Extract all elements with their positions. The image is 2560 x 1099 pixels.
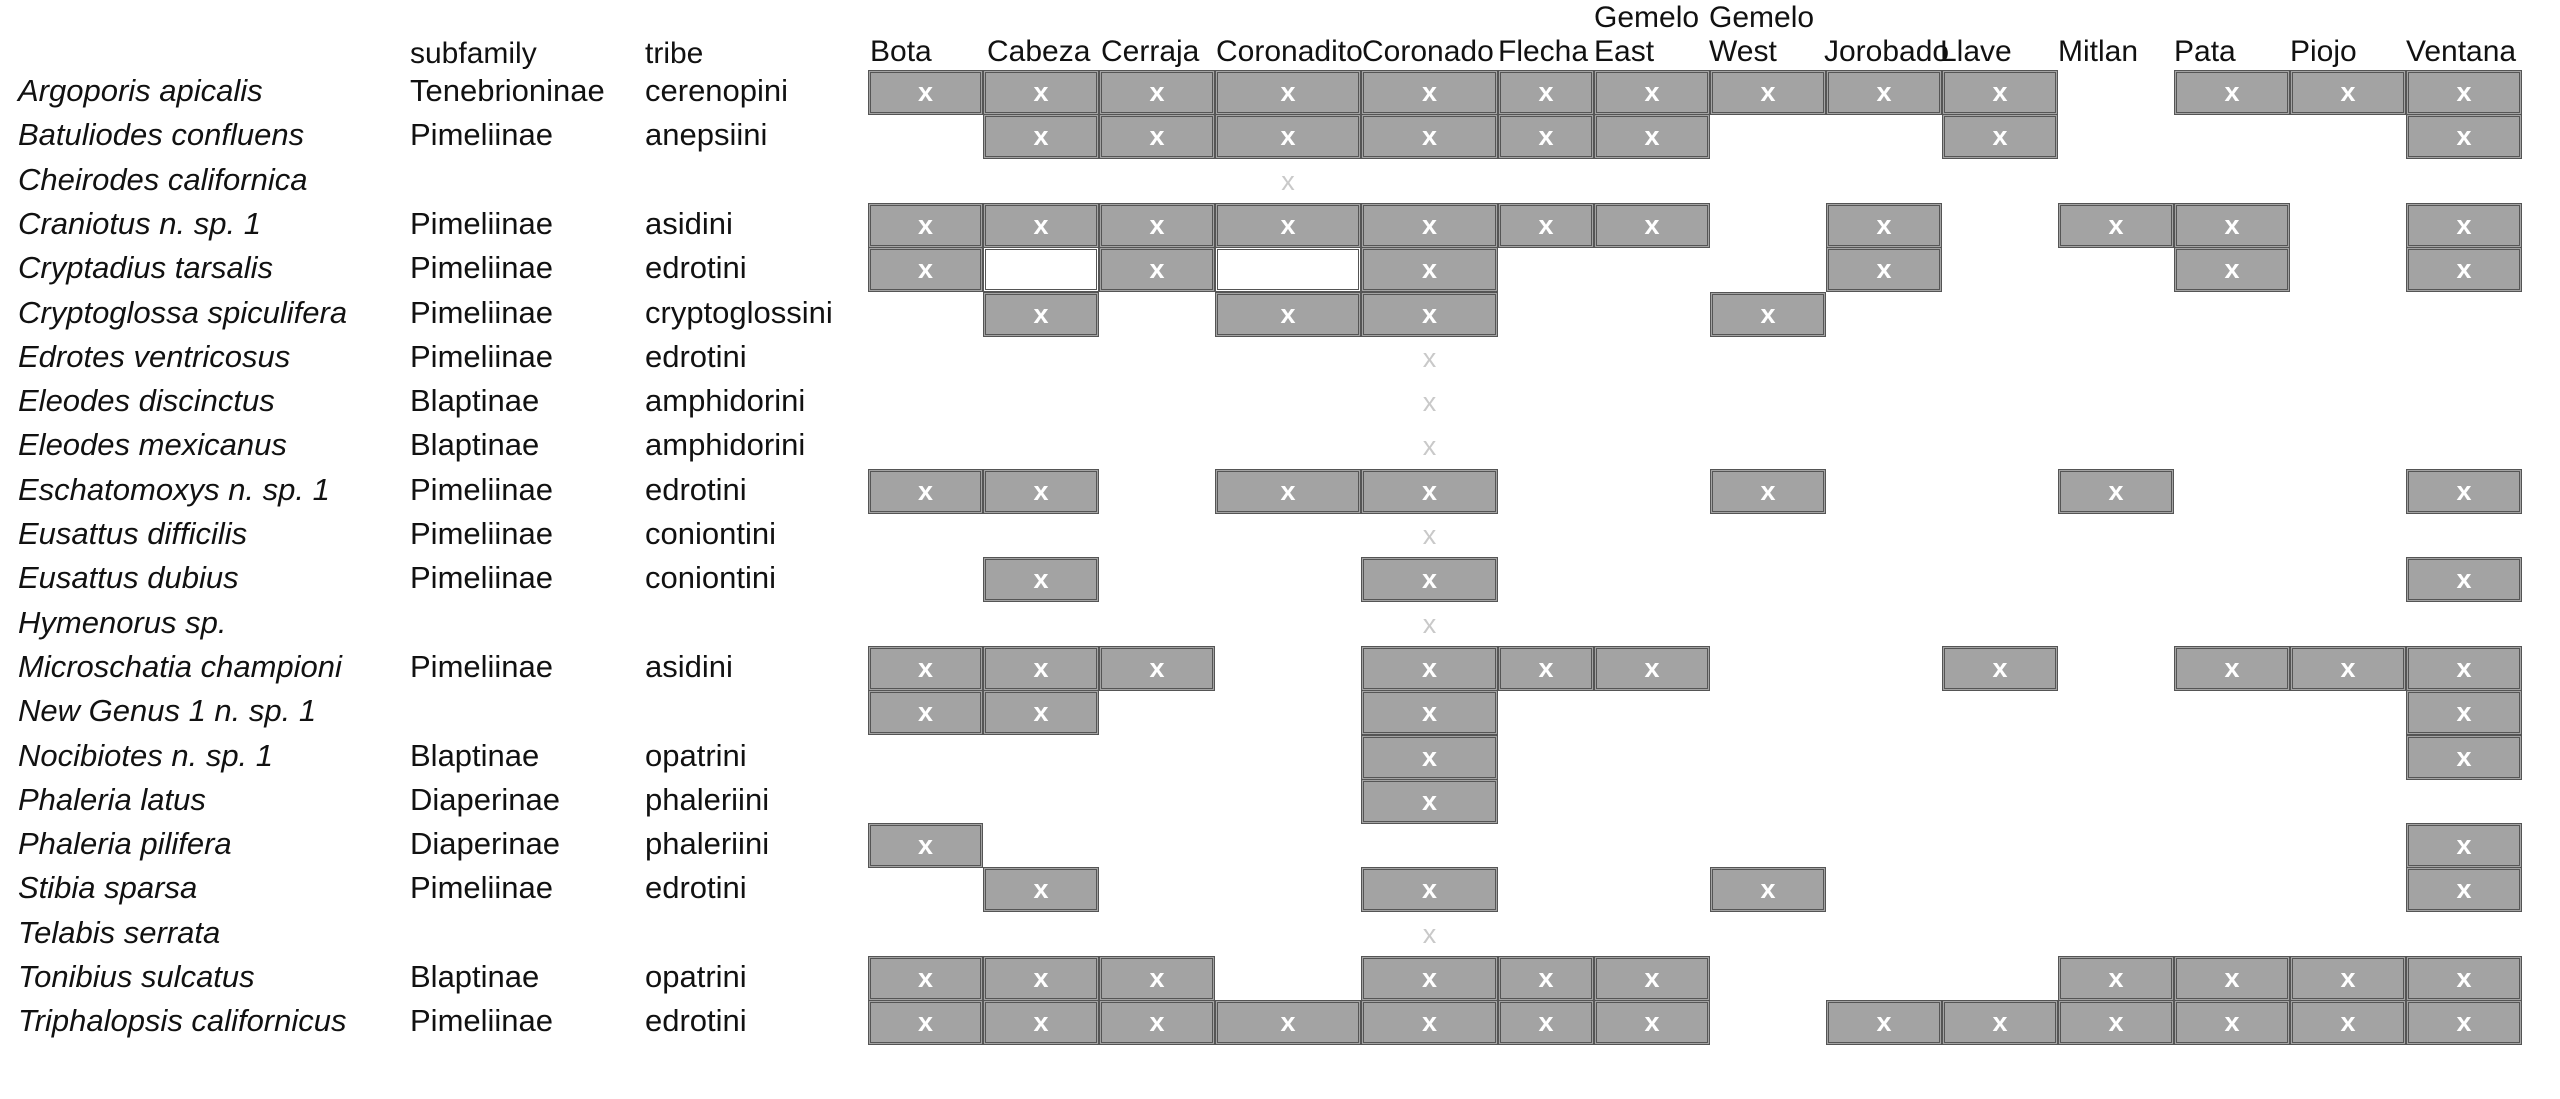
presence-mark: x <box>1644 77 1660 107</box>
presence-cell <box>1594 1000 1710 1045</box>
presence-mark: x <box>2456 254 2472 285</box>
locality-header: West <box>1709 35 1777 68</box>
presence-mark: x <box>1421 785 1438 816</box>
subfamily-cell: Pimeliinae <box>410 560 554 596</box>
presence-mark: x <box>2456 475 2472 506</box>
presence-mark: x <box>1644 1007 1660 1038</box>
tribe-cell: anepsiini <box>645 117 768 153</box>
presence-cell <box>1942 70 2058 115</box>
presence-cell <box>1498 956 1594 1001</box>
presence-cell <box>868 690 983 735</box>
species-name: Hymenorus sp. <box>18 604 227 640</box>
locality-header: Pata <box>2174 35 2236 68</box>
locality-header: Jorobado <box>1824 35 1950 68</box>
presence-mark: x <box>1992 77 2008 107</box>
species-name: Cheirodes californica <box>18 161 308 197</box>
tribe-cell: phaleriini <box>645 826 770 862</box>
species-name: Triphalopsis californicus <box>18 1003 347 1039</box>
presence-mark: x <box>2108 1007 2124 1038</box>
presence-mark: x <box>2224 652 2240 683</box>
presence-mark: x <box>917 652 934 683</box>
presence-mark: x <box>1644 963 1660 993</box>
presence-cell <box>868 203 983 248</box>
presence-mark: x <box>1149 254 1165 285</box>
presence-mark: x <box>1149 209 1165 240</box>
presence-cell <box>868 70 983 115</box>
species-name: Eschatomoxys n. sp. 1 <box>18 471 330 507</box>
presence-mark: x <box>2456 830 2472 861</box>
subfamily-cell: Pimeliinae <box>410 205 554 241</box>
faint-mark: x <box>1422 387 1437 418</box>
presence-mark: x <box>2340 963 2356 993</box>
presence-cell <box>868 469 983 514</box>
subfamily-cell: Pimeliinae <box>410 648 554 684</box>
presence-cell <box>1361 247 1498 292</box>
tribe-cell: cerenopini <box>645 73 789 108</box>
presence-mark: x <box>1033 77 1049 107</box>
species-name: New Genus 1 n. sp. 1 <box>18 693 317 729</box>
presence-mark: x <box>2456 564 2472 595</box>
tribe-cell: amphidorini <box>645 427 806 463</box>
presence-cell <box>1215 114 1361 159</box>
presence-mark: x <box>1033 963 1049 993</box>
presence-cell <box>1215 1000 1361 1045</box>
faint-mark-cell <box>1215 159 1361 204</box>
presence-mark: x <box>1644 209 1660 240</box>
presence-mark: x <box>2224 254 2240 285</box>
presence-cell <box>1594 203 1710 248</box>
presence-mark: x <box>1876 209 1892 240</box>
subfamily-cell: Pimeliinae <box>410 1003 554 1039</box>
presence-cell <box>983 203 1099 248</box>
presence-cell <box>868 823 983 868</box>
presence-cell <box>1942 646 2058 691</box>
presence-cell <box>1361 114 1498 159</box>
presence-cell <box>1215 469 1361 514</box>
presence-mark: x <box>1538 209 1554 240</box>
tribe-cell: opatrini <box>645 959 747 994</box>
locality-header: Mitlan <box>2058 35 2139 68</box>
presence-cell <box>1099 1000 1215 1045</box>
locality-header: Coronado <box>1362 35 1494 68</box>
presence-cell <box>868 247 983 292</box>
presence-mark: x <box>1033 298 1049 329</box>
presence-cell <box>1594 956 1710 1001</box>
presence-cell <box>983 867 1099 912</box>
locality-header: Flecha <box>1498 35 1589 68</box>
presence-mark: x <box>1876 1007 1892 1038</box>
presence-mark: x <box>1538 121 1554 152</box>
presence-cell <box>1361 956 1498 1001</box>
presence-mark: x <box>2456 963 2472 993</box>
presence-mark: x <box>2224 209 2240 240</box>
subfamily-cell: Pimeliinae <box>410 338 554 374</box>
presence-mark: x <box>1149 652 1165 683</box>
presence-cell <box>2406 867 2522 912</box>
tribe-cell: edrotini <box>645 471 747 507</box>
species-name: Eleodes discinctus <box>18 383 275 419</box>
presence-mark: x <box>1876 77 1892 107</box>
presence-cell <box>1361 70 1498 115</box>
empty-outlined-cell <box>1215 247 1361 292</box>
subfamily-cell: Pimeliinae <box>410 516 554 551</box>
subfamily-cell: Diaperinae <box>410 826 560 862</box>
presence-mark: x <box>917 697 934 728</box>
presence-cell <box>868 1000 983 1045</box>
presence-cell <box>1710 867 1826 912</box>
presence-cell <box>2406 735 2522 780</box>
presence-cell <box>2290 956 2406 1001</box>
presence-mark: x <box>1538 963 1554 993</box>
presence-mark: x <box>1421 874 1438 905</box>
presence-cell <box>1215 70 1361 115</box>
presence-cell <box>1215 203 1361 248</box>
tribe-cell: amphidorini <box>645 383 806 419</box>
presence-mark: x <box>1760 475 1776 506</box>
tribe-cell: edrotini <box>645 870 747 906</box>
species-name: Nocibiotes n. sp. 1 <box>18 737 274 773</box>
presence-mark: x <box>2456 1007 2472 1038</box>
tribe-cell: coniontini <box>645 560 776 596</box>
presence-cell <box>1594 114 1710 159</box>
species-name: Craniotus n. sp. 1 <box>18 205 261 241</box>
presence-cell <box>2406 469 2522 514</box>
presence-mark: x <box>2108 963 2124 993</box>
presence-mark: x <box>1760 874 1776 905</box>
presence-cell <box>2406 247 2522 292</box>
presence-cell <box>2174 203 2290 248</box>
presence-cell <box>983 292 1099 337</box>
locality-header: Cerraja <box>1101 35 1200 68</box>
faint-mark: x <box>1422 918 1437 949</box>
subfamily-cell: Pimeliinae <box>410 870 554 906</box>
presence-cell <box>2174 1000 2290 1045</box>
presence-mark: x <box>1280 121 1296 152</box>
subfamily-cell: Pimeliinae <box>410 294 554 330</box>
presence-cell <box>983 114 1099 159</box>
presence-cell <box>1361 557 1498 602</box>
presence-mark: x <box>1033 564 1049 595</box>
presence-mark: x <box>1876 254 1892 285</box>
species-name: Argoporis apicalis <box>18 73 263 108</box>
presence-mark: x <box>1033 652 1049 683</box>
subfamily-cell: Blaptinae <box>410 383 540 419</box>
presence-cell <box>2406 70 2522 115</box>
presence-mark: x <box>917 475 934 506</box>
presence-mark: x <box>1033 475 1049 506</box>
presence-mark: x <box>2456 697 2472 728</box>
presence-cell <box>1361 867 1498 912</box>
presence-mark: x <box>2456 209 2472 240</box>
presence-mark: x <box>1421 209 1438 240</box>
faint-mark: x <box>1422 520 1437 550</box>
tribe-cell: edrotini <box>645 250 747 286</box>
subfamily-cell: Diaperinae <box>410 781 560 817</box>
presence-mark: x <box>1280 475 1296 506</box>
presence-cell <box>1361 469 1498 514</box>
faint-mark-cell <box>1361 513 1498 558</box>
presence-cell <box>1942 1000 2058 1045</box>
presence-mark: x <box>917 1007 934 1038</box>
presence-cell <box>983 690 1099 735</box>
presence-cell <box>1099 70 1215 115</box>
presence-cell <box>1942 114 2058 159</box>
presence-mark: x <box>1644 121 1660 152</box>
presence-mark: x <box>1992 1007 2008 1038</box>
presence-mark: x <box>2456 77 2472 107</box>
presence-mark: x <box>1149 1007 1165 1038</box>
presence-mark: x <box>1421 77 1438 107</box>
presence-mark: x <box>1033 1007 1049 1038</box>
presence-cell <box>2406 203 2522 248</box>
presence-cell <box>1361 203 1498 248</box>
presence-mark: x <box>1538 652 1554 683</box>
presence-cell <box>1594 646 1710 691</box>
presence-mark: x <box>2456 874 2472 905</box>
presence-mark: x <box>1421 741 1438 772</box>
presence-cell <box>1215 292 1361 337</box>
presence-mark: x <box>2340 77 2356 107</box>
faint-mark-cell <box>1361 380 1498 425</box>
presence-mark: x <box>1421 475 1438 506</box>
presence-mark: x <box>2456 741 2472 772</box>
tribe-cell: edrotini <box>645 1003 747 1039</box>
presence-cell <box>1361 292 1498 337</box>
presence-cell <box>983 1000 1099 1045</box>
faint-mark: x <box>1281 165 1295 196</box>
presence-cell <box>983 469 1099 514</box>
presence-mark: x <box>1644 652 1660 683</box>
species-name: Stibia sparsa <box>18 870 198 906</box>
presence-cell <box>2058 956 2174 1001</box>
presence-cell <box>2290 1000 2406 1045</box>
tribe-header: tribe <box>645 37 704 70</box>
presence-cell <box>2406 956 2522 1001</box>
presence-cell <box>1710 469 1826 514</box>
presence-cell <box>2406 1000 2522 1045</box>
locality-header: Cabeza <box>987 35 1091 68</box>
locality-header: Bota <box>870 35 932 68</box>
species-name: Telabis serrata <box>18 914 221 950</box>
presence-mark: x <box>2224 1007 2240 1038</box>
presence-cell <box>1099 956 1215 1001</box>
presence-mark: x <box>2108 209 2124 240</box>
subfamily-cell: Pimeliinae <box>410 117 554 153</box>
faint-mark-cell <box>1361 912 1498 957</box>
presence-cell <box>1361 735 1498 780</box>
presence-mark: x <box>1421 564 1438 595</box>
subfamily-cell: Blaptinae <box>410 959 540 994</box>
presence-cell <box>1361 779 1498 824</box>
subfamily-cell: Pimeliinae <box>410 250 554 286</box>
presence-cell <box>2174 247 2290 292</box>
faint-mark: x <box>1422 608 1437 639</box>
presence-mark: x <box>1421 121 1438 152</box>
subfamily-cell: Blaptinae <box>410 427 540 463</box>
species-name: Eusattus difficilis <box>18 516 248 551</box>
presence-mark: x <box>2224 77 2240 107</box>
species-name: Edrotes ventricosus <box>18 338 291 374</box>
locality-header-top: Gemelo <box>1594 1 1700 34</box>
presence-cell <box>1099 203 1215 248</box>
presence-cell <box>1498 1000 1594 1045</box>
tribe-cell: phaleriini <box>645 781 770 817</box>
presence-mark: x <box>2224 963 2240 993</box>
presence-cell <box>2174 956 2290 1001</box>
presence-mark: x <box>2340 1007 2356 1038</box>
presence-mark: x <box>917 830 934 861</box>
species-name: Batuliodes confluens <box>18 117 305 153</box>
presence-cell <box>2290 646 2406 691</box>
locality-header: Coronadito <box>1216 35 1363 68</box>
subfamily-cell: Blaptinae <box>410 737 540 773</box>
presence-mark: x <box>1421 697 1438 728</box>
faint-mark-cell <box>1361 336 1498 381</box>
presence-mark: x <box>1760 77 1776 107</box>
presence-mark: x <box>917 963 934 993</box>
subfamily-cell: Tenebrioninae <box>410 73 605 108</box>
presence-cell <box>1498 203 1594 248</box>
species-name: Tonibius sulcatus <box>18 959 255 994</box>
faint-mark: x <box>1422 342 1437 373</box>
subfamily-header: subfamily <box>410 37 537 70</box>
presence-mark: x <box>1421 963 1438 993</box>
presence-mark: x <box>1033 697 1049 728</box>
presence-mark: x <box>1033 121 1049 152</box>
presence-cell <box>1498 70 1594 115</box>
presence-cell <box>983 646 1099 691</box>
species-name: Eleodes mexicanus <box>18 427 287 463</box>
presence-cell <box>868 646 983 691</box>
tribe-cell: opatrini <box>645 737 747 773</box>
subfamily-cell: Pimeliinae <box>410 471 554 507</box>
presence-mark: x <box>2108 475 2124 506</box>
tribe-cell: cryptoglossini <box>645 294 833 330</box>
presence-cell <box>1826 247 1942 292</box>
species-name: Phaleria latus <box>18 781 206 817</box>
presence-cell <box>1498 646 1594 691</box>
presence-mark: x <box>1538 1007 1554 1038</box>
presence-cell <box>1710 292 1826 337</box>
presence-cell <box>1594 70 1710 115</box>
empty-outlined-cell <box>983 247 1099 292</box>
presence-mark: x <box>1280 1007 1296 1038</box>
tribe-cell: asidini <box>645 205 733 241</box>
presence-cell <box>1826 1000 1942 1045</box>
locality-header: East <box>1594 35 1655 68</box>
presence-mark: x <box>2456 121 2472 152</box>
presence-cell <box>2406 646 2522 691</box>
presence-cell <box>1710 70 1826 115</box>
locality-header: Ventana <box>2406 35 2517 68</box>
presence-mark: x <box>1421 1007 1438 1038</box>
presence-mark: x <box>1149 121 1165 152</box>
faint-mark-cell <box>1361 424 1498 469</box>
locality-header: Piojo <box>2290 35 2357 68</box>
presence-mark: x <box>1280 77 1296 107</box>
species-name: Cryptadius tarsalis <box>18 250 273 286</box>
presence-cell <box>2406 823 2522 868</box>
presence-cell <box>1099 646 1215 691</box>
presence-cell <box>1099 247 1215 292</box>
presence-mark: x <box>917 77 934 107</box>
presence-mark: x <box>1033 874 1049 905</box>
locality-header: Llave <box>1940 35 2012 68</box>
presence-mark: x <box>1760 298 1776 329</box>
presence-cell <box>1361 1000 1498 1045</box>
presence-mark: x <box>1992 121 2008 152</box>
tribe-cell: asidini <box>645 648 733 684</box>
presence-cell <box>1361 646 1498 691</box>
presence-cell <box>2174 70 2290 115</box>
presence-mark: x <box>1149 77 1165 107</box>
presence-cell <box>1361 690 1498 735</box>
presence-cell <box>1498 114 1594 159</box>
presence-cell <box>2406 557 2522 602</box>
presence-mark: x <box>1992 652 2008 683</box>
presence-mark: x <box>1538 77 1554 107</box>
locality-header-top: Gemelo <box>1709 1 1815 34</box>
presence-cell <box>2406 114 2522 159</box>
presence-mark: x <box>1033 209 1049 240</box>
presence-mark: x <box>1280 209 1296 240</box>
faint-mark-cell <box>1361 602 1498 647</box>
presence-cell <box>2406 690 2522 735</box>
species-name: Eusattus dubius <box>18 560 239 596</box>
faint-mark: x <box>1422 431 1437 462</box>
presence-cell <box>1826 70 1942 115</box>
presence-mark: x <box>1421 298 1438 329</box>
presence-cell <box>2174 646 2290 691</box>
presence-cell <box>1099 114 1215 159</box>
species-name: Microschatia championi <box>18 648 342 684</box>
presence-cell <box>2058 469 2174 514</box>
species-name: Cryptoglossa spiculifera <box>18 294 348 330</box>
tribe-cell: coniontini <box>645 516 776 551</box>
presence-cell <box>983 557 1099 602</box>
presence-cell <box>868 956 983 1001</box>
species-name: Phaleria pilifera <box>18 826 232 862</box>
tribe-cell: edrotini <box>645 338 747 374</box>
presence-cell <box>2290 70 2406 115</box>
presence-mark: x <box>1280 298 1296 329</box>
presence-mark: x <box>1421 652 1438 683</box>
presence-mark: x <box>917 254 934 285</box>
presence-mark: x <box>2340 652 2356 683</box>
presence-mark: x <box>1149 963 1165 993</box>
presence-cell <box>1826 203 1942 248</box>
presence-mark: x <box>2456 652 2472 683</box>
presence-cell <box>2058 203 2174 248</box>
presence-cell <box>983 70 1099 115</box>
presence-cell <box>2058 1000 2174 1045</box>
presence-mark: x <box>917 209 934 240</box>
presence-mark: x <box>1421 254 1438 285</box>
presence-cell <box>983 956 1099 1001</box>
